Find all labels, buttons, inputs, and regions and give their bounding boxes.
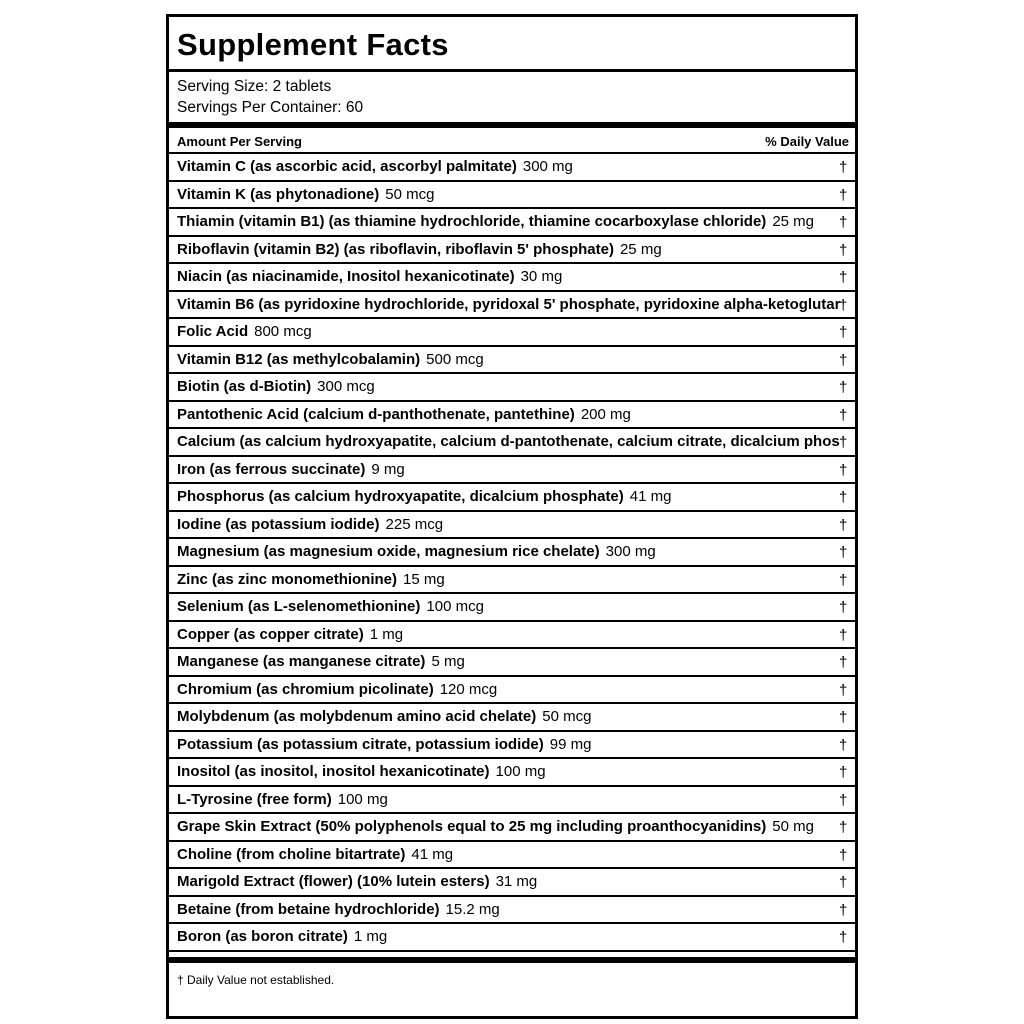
nutrient-row xyxy=(169,594,855,622)
nutrient-row xyxy=(169,814,855,842)
nutrient-amount: 300 mcg xyxy=(317,378,375,395)
nutrient-name: Calcium (as calcium hydroxyapatite, calcium d-pantothenate, calcium citrate, dicalcium phos xyxy=(177,433,840,450)
nutrient-name: Grape Skin Extract (50% polyphenols equal to 25 mg including proanthocyanidins) xyxy=(177,818,767,835)
nutrient-row xyxy=(169,704,855,732)
nutrient-amount: 15 mg xyxy=(403,570,445,588)
nutrient-amount: 500 mcg xyxy=(426,350,484,368)
nutrient-name: Biotin (as d-Biotin) xyxy=(177,378,312,395)
nutrient-row xyxy=(169,512,855,540)
nutrient-row xyxy=(169,402,855,430)
nutrient-amount: 15.2 mg xyxy=(445,900,500,918)
daily-value-header: % Daily Value xyxy=(765,134,849,149)
daily-value-mark: † xyxy=(839,819,848,836)
nutrient-text xyxy=(177,461,405,478)
nutrient-amount: 120 mcg xyxy=(439,680,498,698)
nutrient-name: Vitamin K (as phytonadione) xyxy=(177,185,380,203)
nutrient-row xyxy=(169,732,855,760)
nutrient-name: Copper (as copper citrate) xyxy=(177,625,364,643)
nutrient-text xyxy=(177,791,388,808)
daily-value-mark: † xyxy=(839,406,848,424)
daily-value-mark: † xyxy=(839,764,848,781)
nutrient-name: Boron (as boron citrate) xyxy=(177,928,348,945)
nutrient-row xyxy=(169,319,855,347)
daily-value-mark: † xyxy=(839,351,848,369)
daily-value-mark: † xyxy=(839,681,848,699)
nutrient-row xyxy=(169,182,855,210)
nutrient-name: Riboflavin (vitamin B2) (as riboflavin, riboflavin 5' phosphate) xyxy=(177,240,614,258)
nutrient-row xyxy=(169,264,855,292)
daily-value-mark: † xyxy=(839,214,848,231)
amount-per-serving-header: Amount Per Serving xyxy=(177,134,302,149)
daily-value-mark: † xyxy=(839,846,848,864)
nutrient-amount: 50 mg xyxy=(772,818,814,835)
nutrient-name: Iodine (as potassium iodide) xyxy=(177,515,380,533)
supplement-facts-panel xyxy=(166,14,858,1019)
nutrient-name: Betaine (from betaine hydrochloride) xyxy=(177,900,440,918)
daily-value-mark: † xyxy=(839,434,848,451)
daily-value-mark: † xyxy=(839,571,848,589)
nutrient-name: Vitamin B12 (as methylcobalamin) xyxy=(177,350,421,368)
nutrient-name: Thiamin (vitamin B1) (as thiamine hydrochloride, thiamine cocarboxylase chloride) xyxy=(177,213,767,230)
nutrient-name: Vitamin B6 (as pyridoxine hydrochloride, pyridoxal 5' phosphate, pyridoxine alpha-ketoglutar xyxy=(177,295,841,313)
nutrient-text xyxy=(177,323,312,340)
nutrient-text xyxy=(177,818,814,835)
nutrient-name: Chromium (as chromium picolinate) xyxy=(177,680,434,698)
nutrient-text xyxy=(177,901,500,918)
nutrient-row xyxy=(169,429,855,457)
nutrient-name: Molybdenum (as molybdenum amino acid chelate) xyxy=(177,708,537,725)
nutrient-name: Magnesium (as magnesium oxide, magnesium rice chelate) xyxy=(177,543,600,560)
daily-value-mark: † xyxy=(839,241,848,259)
nutrient-amount: 300 mg xyxy=(522,158,573,175)
page-title: Supplement Facts xyxy=(177,27,449,62)
nutrient-text xyxy=(177,653,465,670)
nutrient-row xyxy=(169,237,855,265)
nutrient-text xyxy=(177,186,434,203)
nutrient-name: Iron (as ferrous succinate) xyxy=(177,460,366,478)
nutrient-text xyxy=(177,846,453,863)
nutrient-text xyxy=(177,268,562,285)
nutrient-row xyxy=(169,869,855,897)
nutrient-text xyxy=(177,708,591,725)
nutrient-amount: 225 mcg xyxy=(385,515,444,533)
daily-value-mark: † xyxy=(839,736,848,754)
nutrient-text xyxy=(177,516,443,533)
nutrient-amount: 50 mcg xyxy=(542,708,592,725)
nutrient-name: Folic Acid xyxy=(177,323,249,340)
nutrient-name: Inositol (as inositol, inositol hexanicotinate) xyxy=(177,763,490,780)
nutrient-name: Vitamin C (as ascorbic acid, ascorbyl palmitate) xyxy=(177,158,517,175)
nutrient-text xyxy=(177,873,537,890)
page-margin xyxy=(873,0,1024,1024)
nutrient-amount: 25 mg xyxy=(619,240,662,258)
daily-value-mark: † xyxy=(839,874,848,891)
nutrient-row xyxy=(169,292,855,320)
thick-divider-bottom xyxy=(169,957,855,963)
daily-value-mark: † xyxy=(839,544,848,561)
nutrient-text xyxy=(177,378,375,395)
nutrient-text xyxy=(177,351,484,368)
nutrient-row xyxy=(169,567,855,595)
nutrient-row xyxy=(169,759,855,787)
nutrient-row xyxy=(169,649,855,677)
nutrient-text xyxy=(177,571,445,588)
nutrient-row xyxy=(169,347,855,375)
nutrient-text xyxy=(177,763,546,780)
nutrient-name: Phosphorus (as calcium hydroxyapatite, dicalcium phosphate) xyxy=(177,488,624,505)
nutrient-row xyxy=(169,457,855,485)
nutrient-text xyxy=(177,296,846,313)
nutrient-name: Selenium (as L-selenomethionine) xyxy=(177,598,421,615)
daily-value-mark: † xyxy=(839,269,848,286)
nutrient-text xyxy=(177,433,846,450)
nutrient-text xyxy=(177,928,387,945)
nutrient-text xyxy=(177,158,573,175)
nutrient-list xyxy=(169,154,855,952)
title-bar xyxy=(169,17,855,72)
nutrient-amount: 1 mg xyxy=(369,625,404,643)
nutrient-row xyxy=(169,924,855,952)
nutrient-text xyxy=(177,543,656,560)
nutrient-amount: 200 mg xyxy=(580,405,631,423)
nutrient-name: Potassium (as potassium citrate, potassium iodide) xyxy=(177,735,544,753)
servings-per-container: Servings Per Container: 60 xyxy=(177,99,364,116)
daily-value-mark: † xyxy=(839,296,848,314)
daily-value-mark: † xyxy=(839,929,848,946)
nutrient-row xyxy=(169,209,855,237)
nutrient-amount: 50 mcg xyxy=(385,185,435,203)
column-header xyxy=(169,128,855,154)
nutrient-text xyxy=(177,241,662,258)
daily-value-mark: † xyxy=(839,654,848,671)
daily-value-mark: † xyxy=(839,709,848,726)
nutrient-amount: 5 mg xyxy=(431,653,465,670)
nutrient-row xyxy=(169,622,855,650)
nutrient-row xyxy=(169,539,855,567)
nutrient-amount: 99 mg xyxy=(549,735,592,753)
nutrient-row xyxy=(169,897,855,925)
nutrient-text xyxy=(177,736,591,753)
nutrient-amount: 30 mg xyxy=(520,268,563,285)
daily-value-mark: † xyxy=(839,599,848,616)
nutrient-amount: 41 mg xyxy=(629,488,672,505)
daily-value-mark: † xyxy=(839,516,848,534)
daily-value-mark: † xyxy=(839,159,848,176)
nutrient-amount: 25 mg xyxy=(772,213,815,230)
nutrient-row xyxy=(169,154,855,182)
nutrient-row xyxy=(169,374,855,402)
nutrient-amount: 41 mg xyxy=(411,845,454,863)
footnote: † Daily Value not established. xyxy=(177,973,335,987)
serving-size: Serving Size: 2 tablets xyxy=(177,78,332,95)
nutrient-text xyxy=(177,626,403,643)
nutrient-amount: 1 mg xyxy=(353,928,388,945)
nutrient-row xyxy=(169,842,855,870)
daily-value-mark: † xyxy=(839,626,848,644)
nutrient-text xyxy=(177,681,497,698)
nutrient-name: Pantothenic Acid (calcium d-panthothenate, pantethine) xyxy=(177,405,575,423)
nutrient-name: Choline (from choline bitartrate) xyxy=(177,845,406,863)
nutrient-amount: 31 mg xyxy=(495,873,538,890)
nutrient-row xyxy=(169,787,855,815)
nutrient-name: Niacin (as niacinamide, Inositol hexanicotinate) xyxy=(177,268,515,285)
nutrient-text xyxy=(177,406,631,423)
nutrient-amount: 100 mcg xyxy=(426,598,484,615)
nutrient-name: Zinc (as zinc monomethionine) xyxy=(177,570,398,588)
nutrient-amount: 100 mg xyxy=(495,763,546,780)
daily-value-mark: † xyxy=(839,489,848,506)
nutrient-text xyxy=(177,213,814,230)
nutrient-text xyxy=(177,598,484,615)
nutrient-row xyxy=(169,677,855,705)
nutrient-name: Marigold Extract (flower) (10% lutein esters) xyxy=(177,873,490,890)
nutrient-text xyxy=(177,488,671,505)
daily-value-mark: † xyxy=(839,324,848,341)
nutrient-amount: 800 mcg xyxy=(254,323,312,340)
daily-value-mark: † xyxy=(839,379,848,396)
nutrient-amount: 9 mg xyxy=(371,460,405,478)
nutrient-name: L-Tyrosine (free form) xyxy=(177,790,332,808)
nutrient-name: Manganese (as manganese citrate) xyxy=(177,653,426,670)
daily-value-mark: † xyxy=(839,901,848,919)
daily-value-mark: † xyxy=(839,186,848,204)
nutrient-row xyxy=(169,484,855,512)
daily-value-mark: † xyxy=(839,791,848,809)
serving-info xyxy=(169,72,855,122)
daily-value-mark: † xyxy=(839,461,848,479)
nutrient-amount: 100 mg xyxy=(337,790,388,808)
nutrient-amount: 300 mg xyxy=(605,543,656,560)
